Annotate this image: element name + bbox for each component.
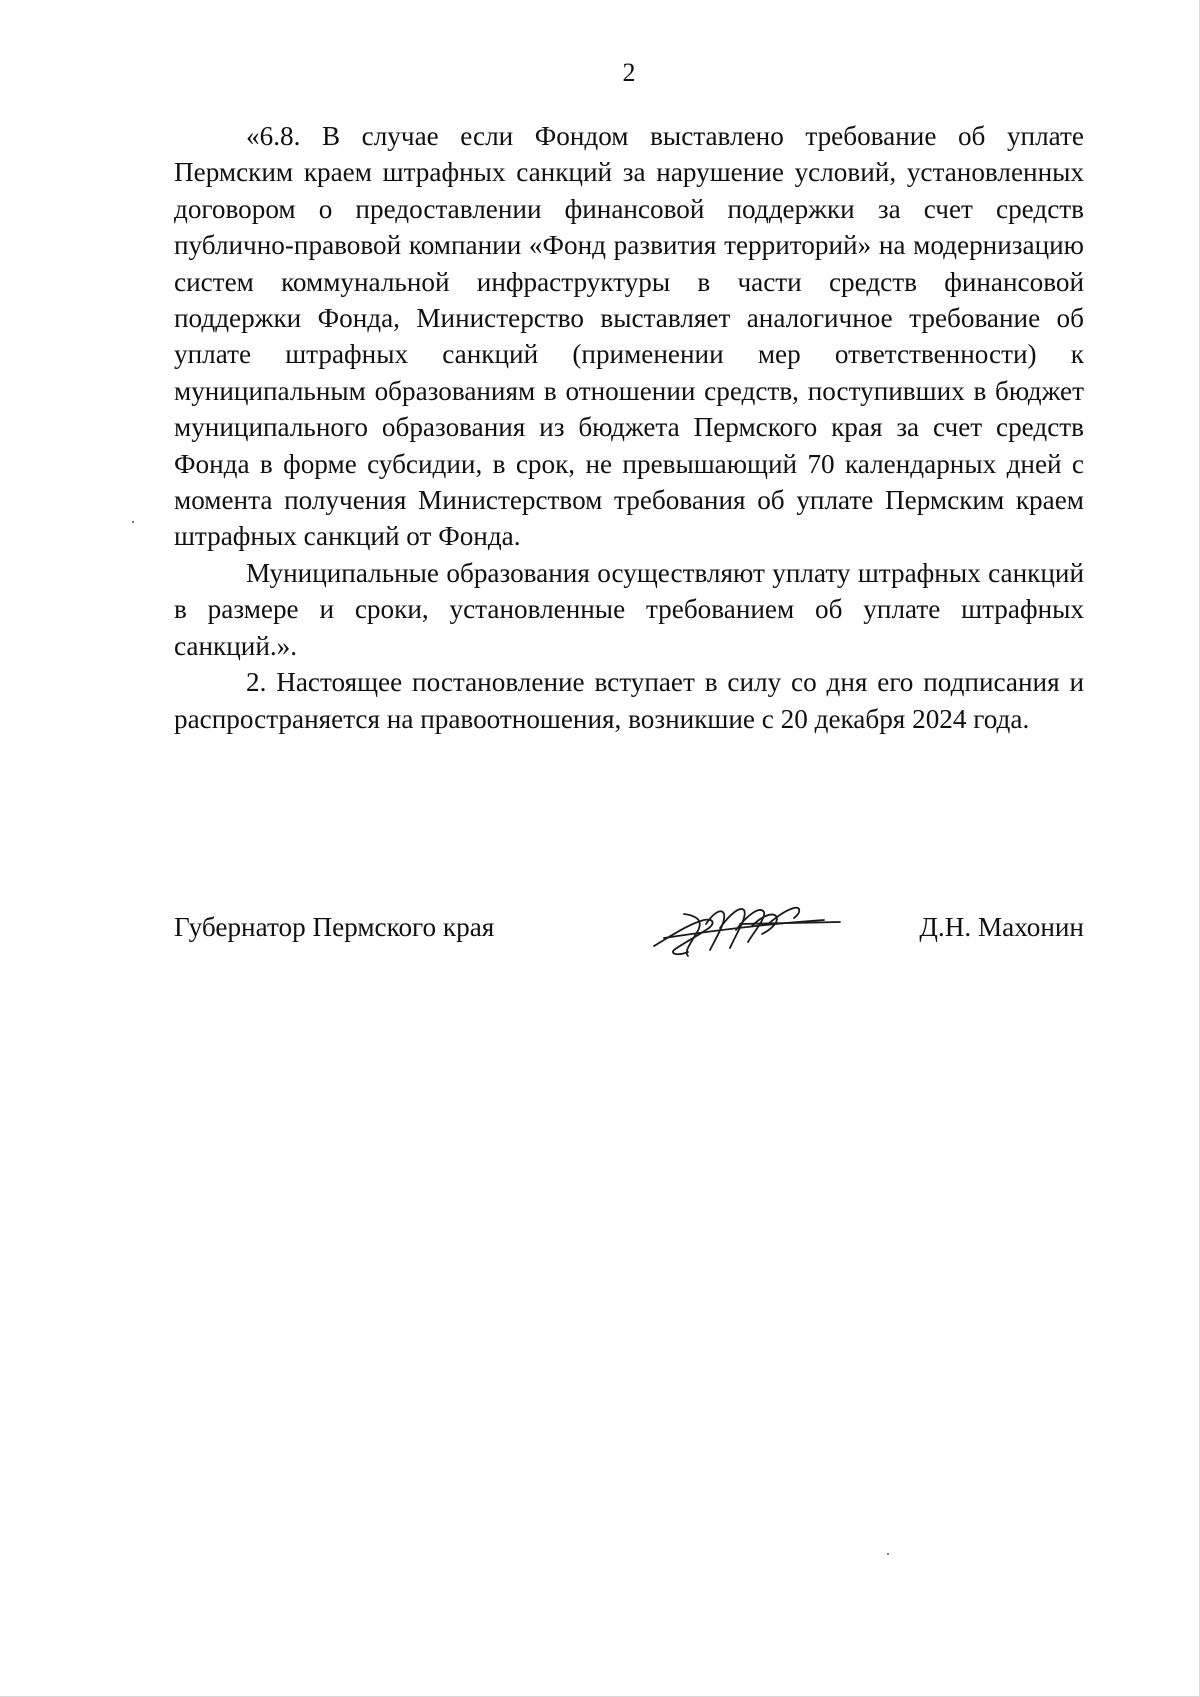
document-body bbox=[174, 118, 1084, 737]
scan-speck bbox=[132, 521, 134, 523]
handwritten-signature-icon bbox=[644, 894, 844, 964]
scan-speck bbox=[887, 1553, 889, 1555]
paragraph-effective-date: 2. Настоящее постановление вступает в силу со дня его подписания и распространяется на правоотношения, возникшие с 20 декабря 2024 года. bbox=[174, 667, 1084, 734]
paragraph-municipal-payment: Муниципальные образования осуществляют уплату штрафных санкций в размере и сроки, установленные требованием об уплате штрафных санкций.». bbox=[174, 557, 1084, 661]
signature-block bbox=[174, 902, 1084, 962]
signer-name: Д.Н. Махонин bbox=[919, 912, 1084, 942]
paragraph-6-8: «6.8. В случае если Фондом выставлено требование об уплате Пермским краем штрафных санкций за нарушение условий, установленных договором о предоставлении финансовой поддержки за счет средств публично-правовой компании «Фонд развития территорий» на модернизацию систем коммунальной инфраструктуры в части средств финансовой поддержки Фонда, Министерство выставляет аналогичное требование об уплате штрафных санкций (применении мер ответственности) к муниципальным образованиям в отношении средств, поступивших в бюджет муниципального образования из бюджета Пермского края за счет средств Фонда в форме субсидии, в срок, не превышающий 70 календарных дней с момента получения Министерством требования об уплате Пермским краем штрафных санкций от Фонда. bbox=[174, 121, 1084, 552]
signer-title: Губернатор Пермского края bbox=[174, 912, 495, 942]
page-number: 2 bbox=[622, 58, 636, 87]
